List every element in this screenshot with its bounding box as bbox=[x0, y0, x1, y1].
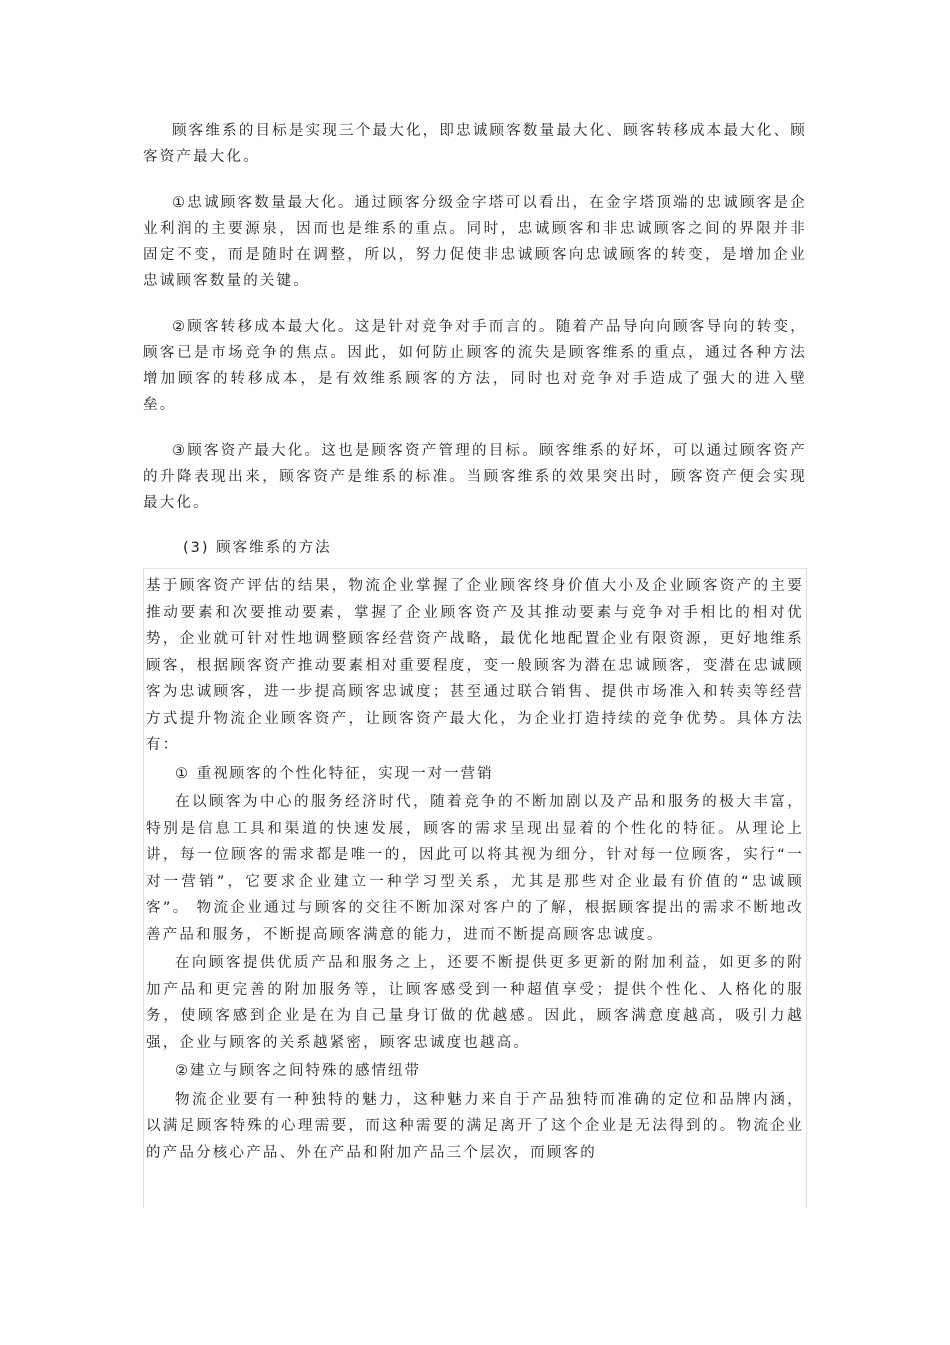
point-3-paragraph: ③顾客资产最大化。这也是顾客资产管理的目标。顾客维系的好坏，可以通过顾客资产的升降表现出来，顾客资产是维系的标准。当顾客维系的效果突出时，顾客资产便会实现最大化。 bbox=[143, 443, 807, 511]
point-1-paragraph: ①忠诚顾客数量最大化。通过顾客分级金字塔可以看出，在金字塔顶端的忠诚顾客是企业利润的主要源泉，因而也是维系的重点。同时，忠诚顾客和非忠诚顾客之间的界限并非固定不变，而是随时在调整，所以，努力促使非忠诚顾客向忠诚顾客的转变，是增加企业忠诚顾客数量的关键。 bbox=[143, 195, 807, 289]
method-1-paragraph-1: 在以顾客为中心的服务经济时代，随着竞争的不断加剧以及产品和服务的极大丰富，特别是信息工具和渠道的快速发展，顾客的需求呈现出显着的个性化的特征。从理论上讲，每一位顾客的需求都是唯一的，因此可以将其视为细分，针对每一位顾客，实行“一对一营销”，它要求企业建立一种学习型关系，尤其是那些对企业最有价值的“忠诚顾客”。 物流企业通过与顾客的交往不断加深对客户的了解，根据顾客提出的需求不断地改善产品和服务，不断提高顾客满意的能力，进而不断提高顾客忠诚度。 bbox=[146, 794, 804, 943]
methods-lead-paragraph: 基于顾客资产评估的结果，物流企业掌握了企业顾客终身价值大小及企业顾客资产的主要推动要素和次要推动要素，掌握了企业顾客资产及其推动要素与竞争对手相比的相对优势，企业就可针对性地调整顾客经营资产战略，最优化地配置企业有限资源，更好地维系顾客，根据顾客资产推动要素相对重要程度，变一般顾客为潜在忠诚顾客，变潜在忠诚顾客为忠诚顾客，进一步提高顾客忠诚度；甚至通过联合销售、提供市场准入和转卖等经营方式提升物流企业顾客资产，让顾客资产最大化，为企业打造持续的竞争优势。具体方法有： bbox=[146, 578, 804, 753]
point-2-paragraph: ②顾客转移成本最大化。这是针对竞争对手而言的。随着产品导向向顾客导向的转变，顾客已是市场竞争的焦点。因此，如何防止顾客的流失是顾客维系的重点，通过各种方法增加顾客的转移成本，是有效维系顾客的方法，同时也对竞争对手造成了强大的进入壁垒。 bbox=[143, 319, 807, 413]
section-heading: (3) 顾客维系的方法 bbox=[183, 540, 332, 556]
intro-paragraph: 顾客维系的目标是实现三个最大化，即忠诚顾客数量最大化、顾客转移成本最大化、顾客资产最大化。 bbox=[143, 123, 807, 165]
method-1-heading: ① 重视顾客的个性化特征，实现一对一营销 bbox=[175, 765, 494, 782]
method-2-paragraph-1: 物流企业要有一种独特的魅力，这种魅力来自于产品独特而准确的定位和品牌内涵，以满足顾客特殊的心理需要，而这种需要的满足离开了这个企业是无法得到的。物流企业的产品分核心产品、外在产品和附加产品三个层次，而顾客的 bbox=[146, 1091, 804, 1161]
methods-text-box bbox=[143, 568, 807, 1208]
method-1-paragraph-2: 在向顾客提供优质产品和服务之上，还要不断提供更多更新的附加利益，如更多的附加产品和更完善的附加服务等，让顾客感受到一种超值享受；提供个性化、人格化的服务，使顾客感到企业是在为自己量身订做的优越感。因此，顾客满意度越高，吸引力越强，企业与顾客的关系越紧密，顾客忠诚度也越高。 bbox=[146, 955, 804, 1051]
method-2-heading: ②建立与顾客之间特殊的感情纽带 bbox=[175, 1063, 421, 1079]
